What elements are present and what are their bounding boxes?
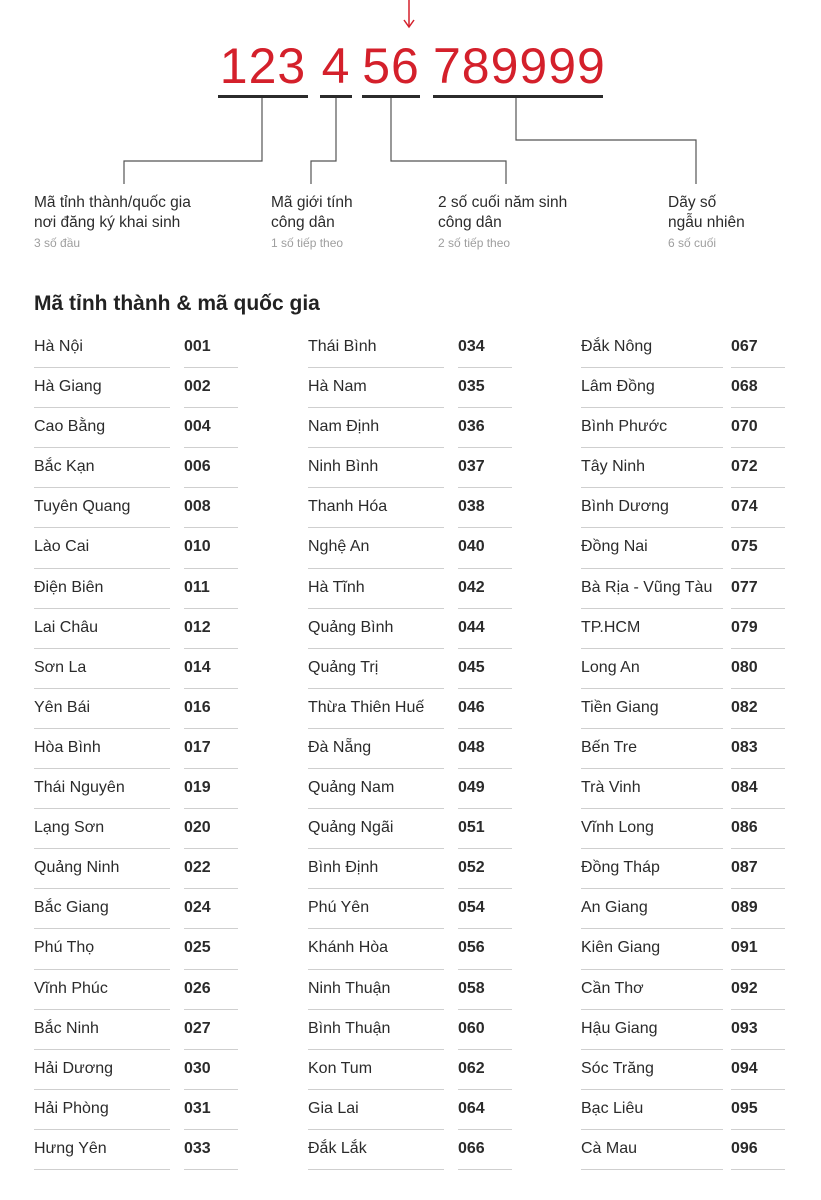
province-name: Bắc Giang xyxy=(34,899,109,917)
province-code: 038 xyxy=(458,498,485,516)
row-divider xyxy=(184,1129,238,1130)
row-divider xyxy=(184,648,238,649)
desc-random-line2: ngẫu nhiên xyxy=(668,214,745,231)
province-code: 079 xyxy=(731,618,758,636)
row-divider xyxy=(731,688,785,689)
province-name: Đắk Nông xyxy=(581,338,653,355)
province-name: Tây Ninh xyxy=(581,458,646,476)
province-name: Quảng Ngãi xyxy=(308,819,394,837)
desc-random xyxy=(668,193,745,251)
province-name: Điện Biên xyxy=(34,578,104,596)
desc-province-line2: nơi đăng ký khai sinh xyxy=(34,214,181,231)
row-divider xyxy=(581,648,723,649)
row-divider xyxy=(34,568,170,569)
province-code: 051 xyxy=(458,819,485,837)
desc-gender-sub: 1 số tiếp theo xyxy=(271,236,344,250)
row-divider xyxy=(458,928,512,929)
desc-province-sub: 3 số đầu xyxy=(34,236,81,250)
row-divider xyxy=(581,447,723,448)
province-code: 077 xyxy=(731,578,758,596)
row-divider xyxy=(308,367,444,368)
row-divider xyxy=(184,447,238,448)
row-divider xyxy=(731,848,785,849)
province-code: 031 xyxy=(184,1099,211,1117)
desc-birth-year-line1: 2 số cuối năm sinh xyxy=(438,194,568,211)
desc-gender xyxy=(271,193,353,251)
row-divider xyxy=(184,1009,238,1010)
row-divider xyxy=(34,728,170,729)
row-divider xyxy=(34,969,170,970)
row-divider xyxy=(731,808,785,809)
province-name: Hà Nội xyxy=(34,338,83,355)
row-divider xyxy=(581,1169,723,1170)
row-divider xyxy=(34,1049,170,1050)
row-divider xyxy=(308,768,444,769)
province-code: 035 xyxy=(458,378,485,396)
province-name: Gia Lai xyxy=(308,1099,359,1117)
province-name: Cần Thơ xyxy=(581,979,644,997)
row-divider xyxy=(308,1089,444,1090)
row-divider xyxy=(34,648,170,649)
province-name: Hà Tĩnh xyxy=(308,578,365,596)
province-name: Bắc Kạn xyxy=(34,458,95,476)
province-name: TP.HCM xyxy=(581,618,641,636)
province-name: Bến Tre xyxy=(581,738,638,756)
row-divider xyxy=(581,848,723,849)
row-divider xyxy=(731,768,785,769)
row-divider xyxy=(458,808,512,809)
province-code: 004 xyxy=(184,418,211,436)
province-code: 027 xyxy=(184,1019,211,1037)
row-divider xyxy=(308,1129,444,1130)
row-divider xyxy=(308,608,444,609)
row-divider xyxy=(308,728,444,729)
desc-random-sub: 6 số cuối xyxy=(668,236,717,250)
province-code: 054 xyxy=(458,899,485,917)
province-name: Tuyên Quang xyxy=(34,498,131,516)
province-name: Nam Định xyxy=(308,418,380,436)
row-divider xyxy=(731,928,785,929)
row-divider xyxy=(184,808,238,809)
province-code: 084 xyxy=(731,779,758,797)
row-divider xyxy=(308,928,444,929)
row-divider xyxy=(308,487,444,488)
row-divider xyxy=(731,1169,785,1170)
province-name: Hải Dương xyxy=(34,1059,114,1077)
row-divider xyxy=(184,928,238,929)
row-divider xyxy=(581,808,723,809)
row-divider xyxy=(184,888,238,889)
province-name: Thanh Hóa xyxy=(308,498,388,516)
row-divider xyxy=(731,447,785,448)
row-divider xyxy=(34,928,170,929)
row-divider xyxy=(184,367,238,368)
province-name: Tiền Giang xyxy=(581,698,659,716)
province-code: 048 xyxy=(458,738,485,756)
province-code: 033 xyxy=(184,1139,211,1157)
province-name: Bạc Liêu xyxy=(581,1099,644,1117)
row-divider xyxy=(308,1049,444,1050)
province-code: 001 xyxy=(184,338,211,355)
row-divider xyxy=(731,367,785,368)
province-code: 074 xyxy=(731,498,758,516)
row-divider xyxy=(731,1089,785,1090)
desc-birth-year-line2: công dân xyxy=(438,214,502,231)
province-code: 087 xyxy=(731,859,758,877)
province-code: 096 xyxy=(731,1139,758,1157)
province-name: Hà Nam xyxy=(308,378,367,396)
province-code: 017 xyxy=(184,738,211,756)
row-divider xyxy=(34,688,170,689)
province-code: 052 xyxy=(458,859,485,877)
row-divider xyxy=(458,1049,512,1050)
province-name: Quảng Nam xyxy=(308,779,395,797)
desc-gender-line2: công dân xyxy=(271,214,335,231)
row-divider xyxy=(184,688,238,689)
row-divider xyxy=(308,888,444,889)
province-name: Hòa Bình xyxy=(34,738,101,756)
province-code: 060 xyxy=(458,1019,485,1037)
province-code: 034 xyxy=(458,338,485,355)
province-name: Khánh Hòa xyxy=(308,939,389,957)
province-name: Kiên Giang xyxy=(581,939,661,957)
row-divider xyxy=(581,527,723,528)
row-divider xyxy=(308,407,444,408)
province-name: An Giang xyxy=(581,899,648,917)
connector-lines xyxy=(0,0,821,200)
province-code: 042 xyxy=(458,578,485,596)
province-name: Sóc Trăng xyxy=(581,1059,654,1077)
row-divider xyxy=(184,527,238,528)
row-divider xyxy=(458,487,512,488)
desc-random-line1: Dãy số xyxy=(668,194,717,211)
province-code: 014 xyxy=(184,658,211,676)
row-divider xyxy=(184,1169,238,1170)
province-code: 075 xyxy=(731,538,758,556)
province-code: 056 xyxy=(458,939,485,957)
row-divider xyxy=(184,608,238,609)
province-code: 044 xyxy=(458,618,485,636)
province-code: 045 xyxy=(458,658,485,676)
province-name: Bình Thuận xyxy=(308,1019,391,1037)
row-divider xyxy=(458,728,512,729)
province-name: Lào Cai xyxy=(34,538,90,556)
row-divider xyxy=(34,888,170,889)
province-name: Lâm Đồng xyxy=(581,378,655,396)
row-divider xyxy=(308,1009,444,1010)
row-divider xyxy=(308,1169,444,1170)
row-divider xyxy=(731,407,785,408)
province-name: Quảng Bình xyxy=(308,618,394,636)
row-divider xyxy=(308,969,444,970)
row-divider xyxy=(308,688,444,689)
province-name: Phú Yên xyxy=(308,899,370,917)
id-group-province: 123 xyxy=(219,38,307,94)
row-divider xyxy=(581,407,723,408)
row-divider xyxy=(731,608,785,609)
row-divider xyxy=(34,1089,170,1090)
row-divider xyxy=(34,447,170,448)
row-divider xyxy=(34,608,170,609)
row-divider xyxy=(581,768,723,769)
row-divider xyxy=(184,407,238,408)
province-name: Quảng Ninh xyxy=(34,859,120,877)
province-name: Sơn La xyxy=(34,658,87,676)
row-divider xyxy=(184,1089,238,1090)
province-code: 022 xyxy=(184,859,211,877)
province-code: 011 xyxy=(184,578,210,596)
row-divider xyxy=(34,367,170,368)
province-code: 024 xyxy=(184,899,211,917)
row-divider xyxy=(458,1009,512,1010)
province-code: 002 xyxy=(184,378,211,396)
province-code: 092 xyxy=(731,979,758,997)
row-divider xyxy=(581,888,723,889)
province-name: Hậu Giang xyxy=(581,1019,658,1037)
row-divider xyxy=(458,648,512,649)
row-divider xyxy=(458,1089,512,1090)
row-divider xyxy=(581,568,723,569)
row-divider xyxy=(34,1129,170,1130)
province-code: 006 xyxy=(184,458,211,476)
row-divider xyxy=(458,608,512,609)
row-divider xyxy=(184,728,238,729)
province-code: 025 xyxy=(184,939,211,957)
row-divider xyxy=(581,487,723,488)
province-code: 070 xyxy=(731,418,758,436)
row-divider xyxy=(184,1049,238,1050)
row-divider xyxy=(308,447,444,448)
province-code: 062 xyxy=(458,1059,485,1077)
row-divider xyxy=(731,527,785,528)
province-code: 037 xyxy=(458,458,485,476)
province-name: Thái Bình xyxy=(308,338,377,355)
province-name: Đắk Lắk xyxy=(308,1139,367,1157)
section-title: Mã tỉnh thành & mã quốc gia xyxy=(34,292,320,315)
province-code: 019 xyxy=(184,779,211,797)
row-divider xyxy=(731,568,785,569)
row-divider xyxy=(581,1009,723,1010)
desc-province xyxy=(34,193,191,251)
province-code: 046 xyxy=(458,698,485,716)
province-name: Lai Châu xyxy=(34,618,99,636)
desc-birth-year xyxy=(438,193,567,251)
province-name: Quảng Trị xyxy=(308,658,379,676)
desc-birth-year-sub: 2 số tiếp theo xyxy=(438,236,511,250)
province-code: 040 xyxy=(458,538,485,556)
row-divider xyxy=(458,527,512,528)
province-name: Yên Bái xyxy=(34,698,91,716)
province-name: Thừa Thiên Huế xyxy=(308,698,425,716)
province-code: 010 xyxy=(184,538,211,556)
province-code: 064 xyxy=(458,1099,485,1117)
row-divider xyxy=(581,367,723,368)
province-code: 080 xyxy=(731,658,758,676)
row-divider xyxy=(458,1169,512,1170)
province-code: 020 xyxy=(184,819,211,837)
province-code: 094 xyxy=(731,1059,758,1077)
row-divider xyxy=(34,407,170,408)
province-name: Đà Nẵng xyxy=(308,738,372,756)
row-divider xyxy=(34,768,170,769)
province-name: Thái Nguyên xyxy=(34,779,125,797)
province-name: Hưng Yên xyxy=(34,1139,107,1157)
province-name: Cà Mau xyxy=(581,1139,638,1157)
province-name: Ninh Thuận xyxy=(308,979,391,997)
row-divider xyxy=(458,768,512,769)
row-divider xyxy=(581,728,723,729)
row-divider xyxy=(184,568,238,569)
id-group-gender: 4 xyxy=(321,38,351,94)
row-divider xyxy=(731,969,785,970)
province-name: Phú Thọ xyxy=(34,939,95,957)
province-code: 082 xyxy=(731,698,758,716)
row-divider xyxy=(581,969,723,970)
province-name: Cao Bằng xyxy=(34,418,106,436)
row-divider xyxy=(458,888,512,889)
row-divider xyxy=(458,367,512,368)
province-code: 058 xyxy=(458,979,485,997)
row-divider xyxy=(34,487,170,488)
row-divider xyxy=(458,1129,512,1130)
province-code: 089 xyxy=(731,899,758,917)
row-divider xyxy=(34,848,170,849)
province-code: 083 xyxy=(731,738,758,756)
row-divider xyxy=(731,648,785,649)
province-name: Hải Phòng xyxy=(34,1099,109,1117)
province-name: Long An xyxy=(581,658,640,676)
row-divider xyxy=(308,568,444,569)
desc-gender-line1: Mã giới tính xyxy=(271,194,353,211)
row-divider xyxy=(34,1009,170,1010)
row-divider xyxy=(581,1089,723,1090)
row-divider xyxy=(731,888,785,889)
row-divider xyxy=(581,1129,723,1130)
row-divider xyxy=(308,848,444,849)
id-group-birth-year: 56 xyxy=(362,38,420,94)
desc-province-line1: Mã tỉnh thành/quốc gia xyxy=(34,194,191,211)
province-code: 008 xyxy=(184,498,211,516)
province-name: Nghệ An xyxy=(308,538,370,556)
province-code: 068 xyxy=(731,378,758,396)
row-divider xyxy=(184,487,238,488)
row-divider xyxy=(458,688,512,689)
province-name: Đồng Nai xyxy=(581,538,648,556)
province-name: Bình Phước xyxy=(581,418,668,436)
province-name: Hà Giang xyxy=(34,378,102,396)
province-name: Bình Dương xyxy=(581,498,669,516)
province-name: Ninh Bình xyxy=(308,458,379,476)
row-divider xyxy=(731,1049,785,1050)
row-divider xyxy=(458,568,512,569)
row-divider xyxy=(308,527,444,528)
row-divider xyxy=(34,808,170,809)
province-code: 091 xyxy=(731,939,758,957)
province-code: 095 xyxy=(731,1099,758,1117)
row-divider xyxy=(308,648,444,649)
province-code: 072 xyxy=(731,458,758,476)
row-divider xyxy=(184,848,238,849)
province-code: 026 xyxy=(184,979,211,997)
row-divider xyxy=(458,848,512,849)
id-group-random: 789999 xyxy=(433,38,606,94)
province-code: 030 xyxy=(184,1059,211,1077)
province-name: Lạng Sơn xyxy=(34,819,105,837)
province-name: Bắc Ninh xyxy=(34,1019,99,1037)
province-name: Vĩnh Long xyxy=(581,819,654,837)
row-divider xyxy=(581,608,723,609)
row-divider xyxy=(731,1129,785,1130)
province-code: 036 xyxy=(458,418,485,436)
province-code: 066 xyxy=(458,1139,485,1157)
row-divider xyxy=(458,407,512,408)
province-name: Đồng Tháp xyxy=(581,859,660,877)
row-divider xyxy=(731,728,785,729)
province-code: 067 xyxy=(731,338,758,355)
row-divider xyxy=(34,527,170,528)
row-divider xyxy=(308,808,444,809)
province-code: 016 xyxy=(184,698,211,716)
row-divider xyxy=(581,688,723,689)
province-name: Trà Vinh xyxy=(581,779,641,797)
province-code: 086 xyxy=(731,819,758,837)
row-divider xyxy=(34,1169,170,1170)
row-divider xyxy=(458,969,512,970)
row-divider xyxy=(581,1049,723,1050)
row-divider xyxy=(731,1009,785,1010)
row-divider xyxy=(184,768,238,769)
province-name: Kon Tum xyxy=(308,1059,373,1077)
province-name: Bà Rịa - Vũng Tàu xyxy=(581,578,713,596)
row-divider xyxy=(731,487,785,488)
row-divider xyxy=(184,969,238,970)
province-code: 049 xyxy=(458,779,485,797)
province-name: Vĩnh Phúc xyxy=(34,979,108,997)
province-code: 012 xyxy=(184,618,211,636)
province-code: 093 xyxy=(731,1019,758,1037)
row-divider xyxy=(581,928,723,929)
row-divider xyxy=(458,447,512,448)
province-name: Bình Định xyxy=(308,859,379,877)
